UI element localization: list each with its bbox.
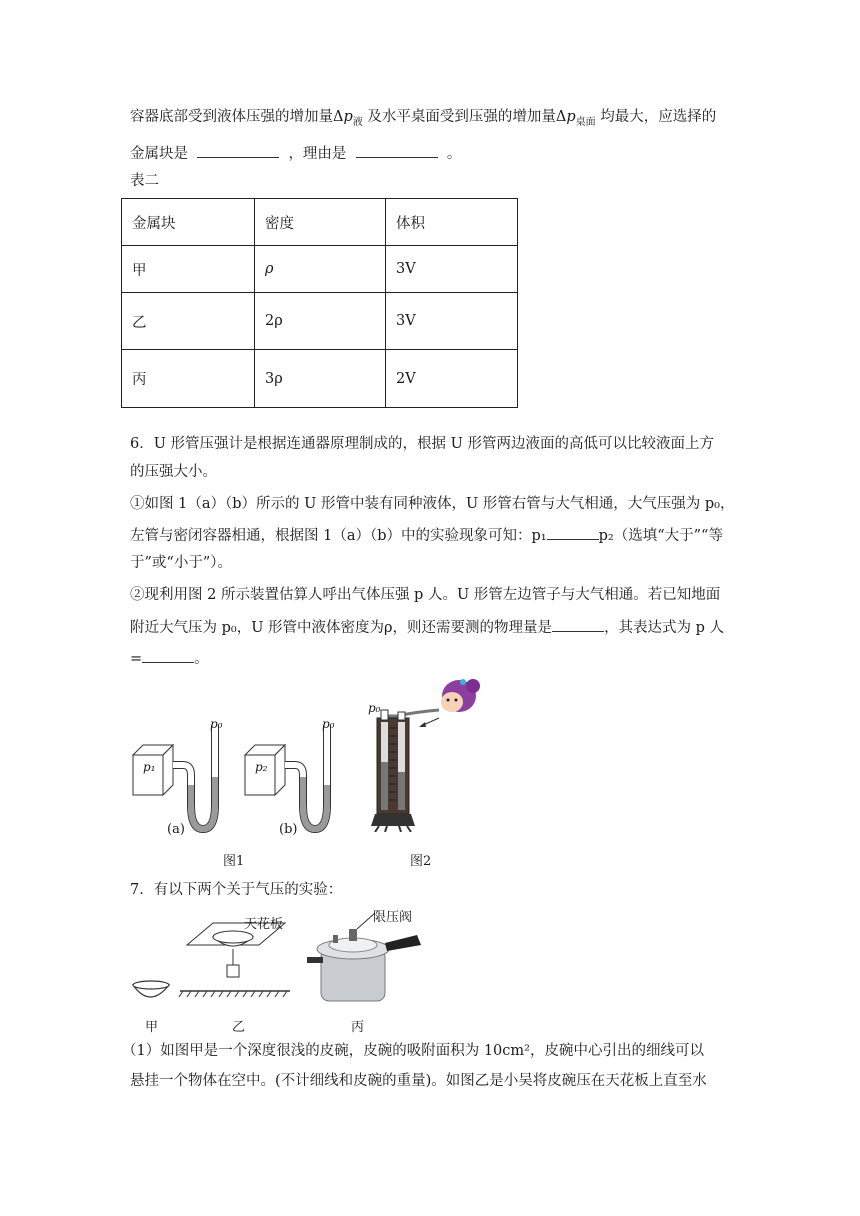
q6-line1: 6．U 形管压强计是根据连通器原理制成的，根据 U 形管两边液面的高低可以比较液面上方 (130, 436, 714, 452)
fig1a-box-label: p₁ (143, 760, 156, 774)
q6-line6: ②现利用图 2 所示装置估算人呼出气体压强 p 人。U 形管左边管子与大气相通。若已知地面 (130, 587, 721, 603)
q5-line1: 容器底部受到液体压强的增加量$\Delta p_液$ 及水平桌面受到压强的增加量$\Delta p_{桌面}$ 均最大，应选择的 (130, 109, 717, 128)
q6-line4: 左管与密闭容器相通，根据图 1（a）（b）中的实验现象可知：p₁ p₂（选填“大于”“等 (130, 525, 723, 546)
q6-line3: ①如图 1（a）（b）所示的 U 形管中装有同种液体，U 形管右管与大气相通，大气压强为 p₀， (130, 496, 735, 512)
table-cell: 2V (386, 350, 518, 408)
table-cell: ρ (255, 246, 386, 293)
fig1a-p0-label: p₀ (210, 717, 223, 731)
label-jia: 甲 (145, 1020, 159, 1035)
q6-line7: 附近大气压为 p₀，U 形管中液体密度为ρ，则还需要测的物理量是 ，其表达式为 p 人 (130, 617, 724, 638)
figure2-manometer (355, 672, 485, 832)
table-cell: 丙 (122, 350, 255, 408)
table-row (122, 293, 518, 350)
table-header-row (122, 199, 518, 246)
table-caption: 表二 (130, 173, 159, 189)
table-row (122, 246, 518, 293)
q6-line5: 于”或“小于”）。 (130, 555, 232, 571)
table-row (122, 350, 518, 408)
label-yi: 乙 (232, 1020, 246, 1035)
table-cell: 3V (386, 246, 518, 293)
q7-para2: 悬挂一个物体在空中。(不计细线和皮碗的重量)。如图乙是小吴将皮碗压在天花板上直至水 (130, 1073, 707, 1089)
table-cell: 乙 (122, 293, 255, 350)
header-cell: 密度 (255, 199, 386, 246)
header-cell: 金属块 (122, 199, 255, 246)
header-cell: 体积 (386, 199, 518, 246)
q5-line2: 金属块是 ，理由是 。 (130, 143, 461, 164)
answer-blank-expression[interactable] (142, 648, 194, 663)
table-cell: 3V (386, 293, 518, 350)
table-cell: 2ρ (255, 293, 386, 350)
valve-label: 限压阀 (373, 910, 413, 925)
answer-blank-reason[interactable] (356, 143, 438, 158)
label-bing: 丙 (351, 1020, 365, 1035)
fig1a-label: (a) (167, 822, 185, 837)
q6-line8: = 。 (130, 648, 209, 669)
fig1b-box-label: p₂ (255, 760, 268, 774)
q7-para1: （1）如图甲是一个深度很浅的皮碗，皮碗的吸附面积为 10cm²，皮碗中心引出的细线可以 (122, 1043, 704, 1059)
fig2-caption: 图2 (410, 854, 432, 869)
q7-line1: 7．有以下两个关于气压的实验： (130, 882, 343, 898)
q6-line2: 的压强大小。 (130, 464, 217, 480)
fig1-caption: 图1 (223, 854, 245, 869)
table-cell: 3ρ (255, 350, 386, 408)
table-cell: 甲 (122, 246, 255, 293)
answer-blank-metal[interactable] (197, 143, 279, 158)
fig1b-label: (b) (279, 822, 298, 837)
answer-blank-compare[interactable] (547, 525, 599, 540)
table-2 (121, 198, 518, 408)
answer-blank-quantity[interactable] (552, 617, 604, 632)
fig2-p0-label: p₀ (368, 701, 381, 715)
ceiling-label: 天花板 (244, 917, 284, 932)
fig1b-p0-label: p₀ (322, 717, 335, 731)
